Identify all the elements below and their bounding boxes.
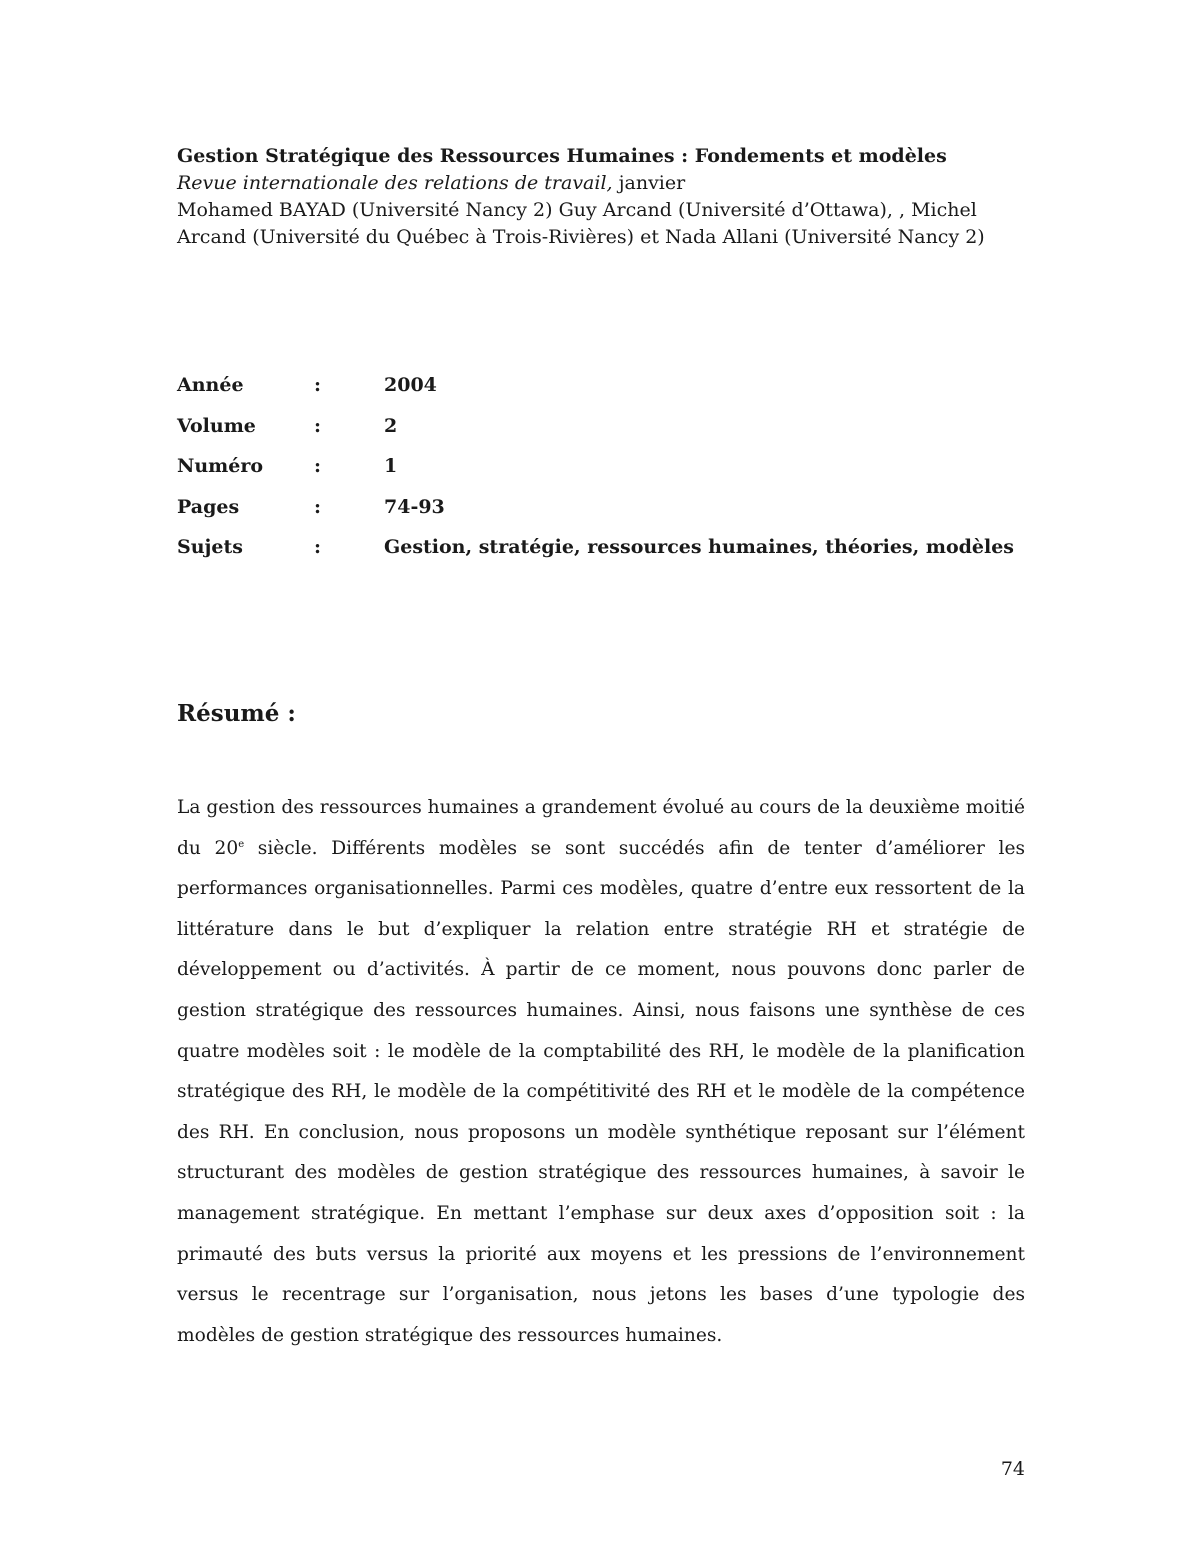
- abstract-superscript: e: [238, 838, 245, 850]
- abstract-paragraph: [177, 788, 1025, 1356]
- metadata-value: 2: [384, 414, 398, 437]
- article-header: [177, 143, 1027, 251]
- metadata-label: Pages: [177, 495, 240, 518]
- metadata-value: 1: [384, 455, 398, 478]
- metadata-separator: :: [314, 414, 322, 437]
- metadata-row-number: [177, 453, 1027, 494]
- metadata-row-pages: [177, 494, 1027, 535]
- summary-heading: Résumé :: [177, 700, 296, 727]
- authors: Mohamed BAYAD (Université Nancy 2) Guy Arcand (Université d’Ottawa), , Michel Arcand (Université du Québec à Trois-Rivières) et Nada Allani (Université Nancy 2): [177, 199, 985, 248]
- metadata-label: Année: [177, 374, 244, 396]
- article-title: Gestion Stratégique des Ressources Humaines : Fondements et modèles: [177, 145, 947, 167]
- page-number: 74: [1000, 1458, 1025, 1480]
- metadata-separator: :: [314, 495, 322, 518]
- metadata-label: Sujets: [177, 536, 243, 559]
- metadata-separator: :: [314, 374, 322, 396]
- abstract-text-rest: siècle. Différents modèles se sont succédés afin de tenter d’améliorer les performances organisationnelles. Parmi ces modèles, quatre d’entre eux ressortent de la littérature dans le but d’expliquer la relation entre stratégie RH et stratégie de développement ou d’activités. À partir de ce moment, nous pouvons donc parler de gestion stratégique des ressources humaines. Ainsi, nous faisons une synthèse de ces quatre modèles soit : le modèle de la comptabilité des RH, le modèle de la planification stratégique des RH, le modèle de la compétitivité des RH et le modèle de la compétence des RH. En conclusion, nous proposons un modèle synthétique reposant sur l’élément structurant des modèles de gestion stratégique des ressources humaines, à savoir le management stratégique. En mettant l’emphase sur deux axes d’opposition soit : la primauté des buts versus la priorité aux moyens et les pressions de l’environnement versus le recentrage sur l’organisation, nous jetons les bases d’une typologie des modèles de gestion stratégique des ressources humaines.: [177, 837, 1026, 1346]
- journal-name: Revue internationale des relations de travail,: [177, 172, 613, 194]
- metadata-row-volume: [177, 413, 1027, 454]
- metadata-table: [177, 372, 1027, 575]
- metadata-value: 2004: [384, 374, 437, 396]
- metadata-value: Gestion, stratégie, ressources humaines, théories, modèles: [384, 536, 1014, 559]
- journal-date: janvier: [612, 172, 686, 194]
- abstract-text-start: La gestion des ressources humaines a grandement évolué au cours de la deuxième moitié du 20: [177, 797, 1025, 859]
- journal-line: [177, 170, 1027, 197]
- metadata-label: Numéro: [177, 455, 264, 478]
- metadata-row-subjects: [177, 534, 1027, 575]
- metadata-separator: :: [314, 536, 322, 559]
- metadata-label: Volume: [177, 414, 256, 437]
- metadata-value: 74-93: [384, 495, 445, 518]
- metadata-row-year: [177, 372, 1027, 413]
- metadata-separator: :: [314, 455, 322, 478]
